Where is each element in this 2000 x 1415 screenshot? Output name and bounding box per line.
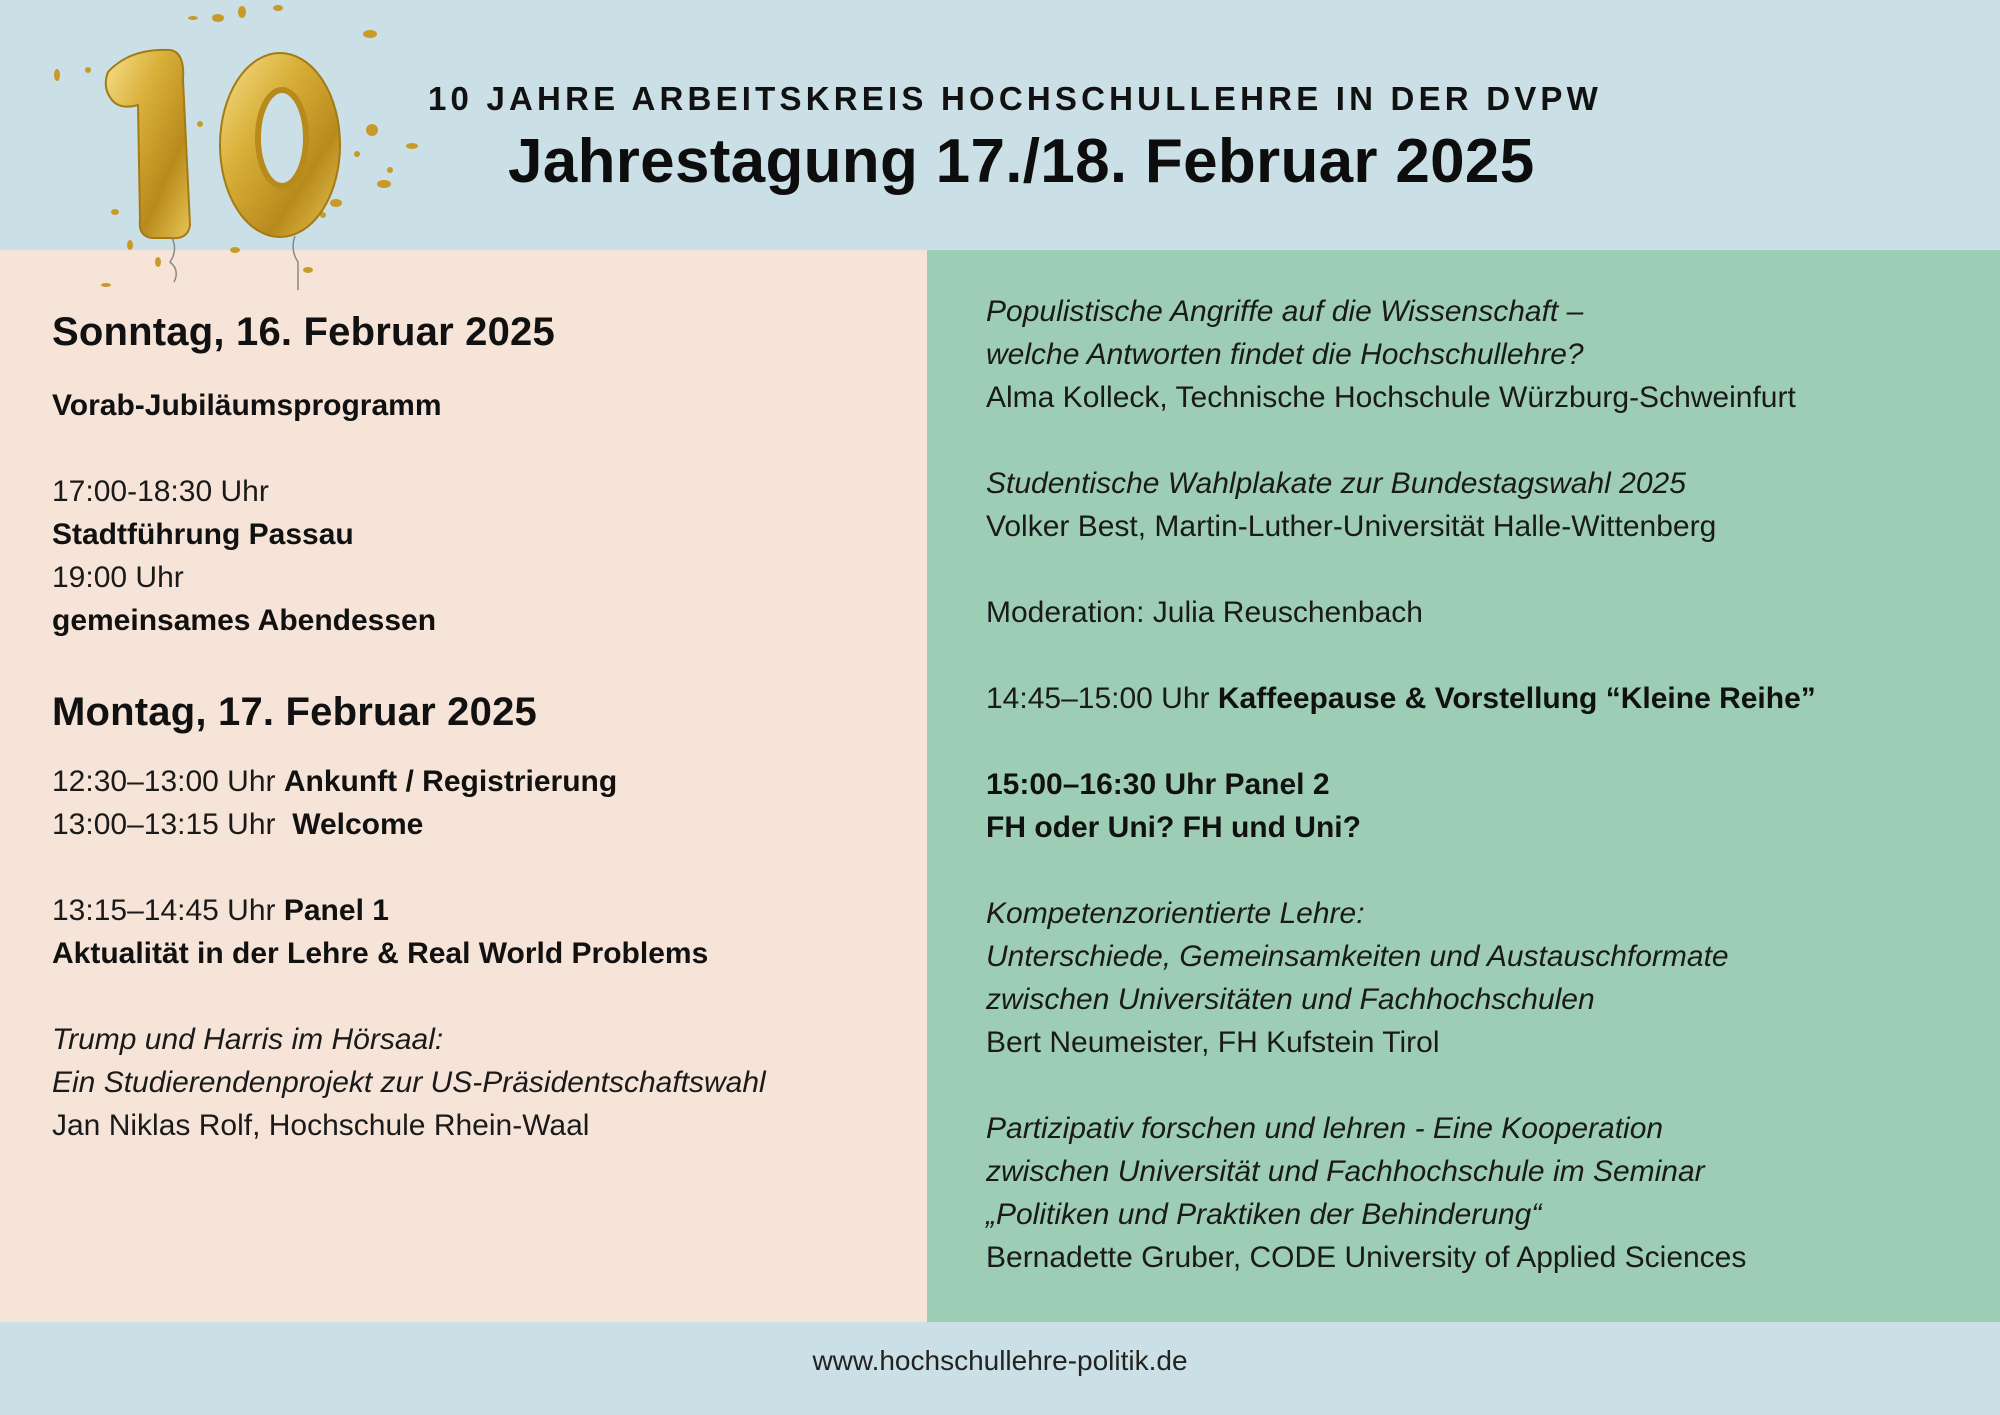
- talk-speaker: Volker Best, Martin-Luther-Universität Halle-Wittenberg: [986, 510, 1717, 543]
- sunday-item: [52, 556, 912, 642]
- event-time: 17:00-18:30 Uhr: [52, 475, 269, 508]
- sunday-heading: Sonntag, 16. Februar 2025: [52, 310, 555, 354]
- monday-heading: Montag, 17. Februar 2025: [52, 690, 537, 734]
- talk-item: [52, 1018, 912, 1147]
- talk-title: Trump und Harris im Hörsaal:: [52, 1023, 444, 1056]
- talk-title: welche Antworten findet die Hochschullehre?: [986, 338, 1584, 371]
- arrival-item: [52, 760, 912, 803]
- panel1-heading: [52, 889, 912, 932]
- talk-title: Populistische Angriffe auf die Wissenschaft –: [986, 295, 1584, 328]
- panel2-heading: 15:00–16:30 Uhr Panel 2: [986, 768, 1330, 801]
- balloon-10-icon: [20, 0, 440, 290]
- talk-item: [986, 892, 1986, 1064]
- talk-title: zwischen Universität und Fachhochschule im Seminar: [986, 1155, 1705, 1188]
- event-time: 13:15–14:45 Uhr: [52, 894, 276, 927]
- right-column: [986, 290, 1986, 1279]
- welcome-item: [52, 803, 912, 846]
- talk-title: Ein Studierendenprojekt zur US-Präsidentschaftswahl: [52, 1066, 766, 1099]
- page-title: Jahrestagung 17./18. Februar 2025: [508, 127, 1535, 196]
- talk-title: Kompetenzorientierte Lehre:: [986, 897, 1365, 930]
- event-title: Ankunft / Registrierung: [283, 765, 618, 798]
- left-column: [52, 302, 912, 1147]
- website-link[interactable]: www.hochschullehre-politik.de: [812, 1345, 1188, 1376]
- panel-label: Panel 1: [283, 894, 389, 927]
- event-title: Welcome: [292, 808, 424, 841]
- talk-title: „Politiken und Praktiken der Behinderung“: [986, 1198, 1542, 1231]
- talk-title: Studentische Wahlplakate zur Bundestagswahl 2025: [986, 467, 1686, 500]
- talk-speaker: Alma Kolleck, Technische Hochschule Würzburg-Schweinfurt: [986, 381, 1796, 414]
- talk-speaker: Jan Niklas Rolf, Hochschule Rhein-Waal: [52, 1109, 590, 1142]
- panel2-title: FH oder Uni? FH und Uni?: [986, 811, 1361, 844]
- header-subtitle: 10 JAHRE ARBEITSKREIS HOCHSCHULLEHRE IN DER DVPW: [428, 80, 1602, 117]
- talk-speaker: Bert Neumeister, FH Kufstein Tirol: [986, 1026, 1440, 1059]
- moderation: Moderation: Julia Reuschenbach: [986, 596, 1423, 629]
- talk-title: Unterschiede, Gemeinsamkeiten und Austauschformate: [986, 940, 1729, 973]
- sunday-item: [52, 470, 912, 556]
- talk-item: [986, 1107, 1986, 1279]
- sunday-program-label: Vorab-Jubiläumsprogramm: [52, 389, 442, 422]
- talk-speaker: Bernadette Gruber, CODE University of Applied Sciences: [986, 1241, 1747, 1274]
- event-title: Stadtführung Passau: [52, 518, 354, 551]
- talk-item: [986, 462, 1986, 548]
- talk-title: zwischen Universitäten und Fachhochschulen: [986, 983, 1595, 1016]
- event-time: 19:00 Uhr: [52, 561, 184, 594]
- panel1-title: Aktualität in der Lehre & Real World Problems: [52, 937, 709, 970]
- event-time: 14:45–15:00 Uhr: [986, 682, 1210, 715]
- event-time: 12:30–13:00 Uhr: [52, 765, 276, 798]
- coffee-item: [986, 677, 1986, 720]
- event-title: gemeinsames Abendessen: [52, 604, 437, 637]
- talk-title: Partizipativ forschen und lehren - Eine Kooperation: [986, 1112, 1664, 1145]
- talk-item: [986, 290, 1986, 419]
- event-time: 13:00–13:15 Uhr: [52, 808, 276, 841]
- event-title: Kaffeepause & Vorstellung “Kleine Reihe”: [1217, 682, 1816, 715]
